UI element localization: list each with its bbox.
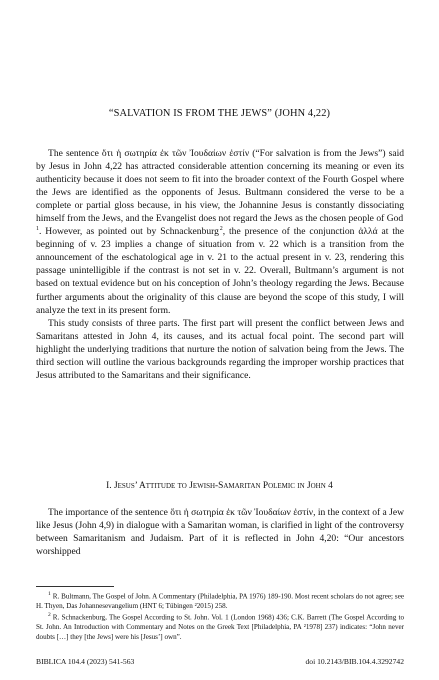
footnote-2-number: 2 [48,612,51,619]
intro-text-b: . However, as pointed out by Schnackenburg [39,226,219,238]
footnote-1-number: 1 [48,591,51,597]
footnote-2 [36,611,404,642]
footnote-ref-2[interactable]: 2 [219,226,223,233]
intro-section [36,147,404,382]
section-heading: I. Jesus’ Attitude to Jewish-Samaritan Polemic in John 4 [106,481,333,491]
footnote-1 [36,590,404,611]
section-1-paragraph: The importance of the sentence ὅτι ἡ σωτηρία ἐκ τῶν Ἰουδαίων ἐστίν, in the context of a Jew like Jesus (John 4,9) in dialogue with a Samaritan woman, is clarified in light of the controversy between Samaritanism and Judaism. Part of it is reflected in John 4,20: “Our ancestors worshipped [36,507,405,558]
footnote-ref-1[interactable]: 1 [36,226,39,233]
footnote-2-text: R. Schnackenburg, The Gospel According to St. John. Vol. 1 (London 1968) 436; C.K. Barrett (The Gospel According to St. John. An Introduction with Commentary and Notes on the Greek Text [Philadelphia, PA ²1978] 237) indicates: “John never doubts […] they [the Jews] were his [Jesus’] own”. [36,613,404,641]
intro-text-c: , the presence of the conjunction ἀλλά at the beginning of v. 23 implies a change of situation from v. 22 which is a transition from the announcement of the eschatological age in v. 21 to the actual present in v. 23, rendering this passage unintelligible if the contrast is not set in v. 22. Overall, Bultmann’s argument is not based on textual evidence but on his conception of John’s theology regarding the Jews. Because further arguments about the originality of this clause are beyond the scope of this study, I will analyze the text in its present form. [36,226,404,316]
intro-text-a: The sentence ὅτι ἡ σωτηρία ἐκ τῶν Ἰουδαίων ἐστίν (“For salvation is from the Jews”) said by Jesus in John 4,22 has attracted considerable attention concerning its meaning or even its authenticity because it does not seem to fit into the broader context of the Fourth Gospel where the Jews are identified as the opponents of Jesus. Bultmann considered the verse to be a complete or partial gloss because, in his view, the Johannine Jesus is constantly dissociating himself from the Jews, and the Evangelist does not regard the Jews as the chosen people of God [36,148,404,225]
section-1-body [36,506,404,558]
footnote-1-text: R. Bultmann, The Gospel of John. A Commentary (Philadelphia, PA 1976) 189-190. Most recent scholars do not agree; see H. Thyen, Das Johannesevangelium (HNT 6; Tübingen ²2015) 258. [36,592,404,610]
page-footer [36,657,404,666]
intro-paragraph-1 [36,147,404,317]
journal-citation: BIBLICA 104.4 (2023) 541-563 [36,657,135,666]
article-title: “SALVATION IS FROM THE JEWS” (JOHN 4,22) [108,108,331,119]
footnotes [36,590,404,642]
intro-paragraph-2: This study consists of three parts. The first part will present the conflict between Jews and Samaritans attested in John 4, its causes, and its actual focal point. The second part will highlight the underlying traditions that nurture the notion of salvation being from the Jews. The third section will outline the various backgrounds regarding the improper worship practices that Jesus attributed to the Samaritans and their significance. [36,317,404,381]
footnote-divider [36,586,114,587]
doi-link[interactable]: doi 10.2143/BIB.104.4.3292742 [305,657,404,666]
